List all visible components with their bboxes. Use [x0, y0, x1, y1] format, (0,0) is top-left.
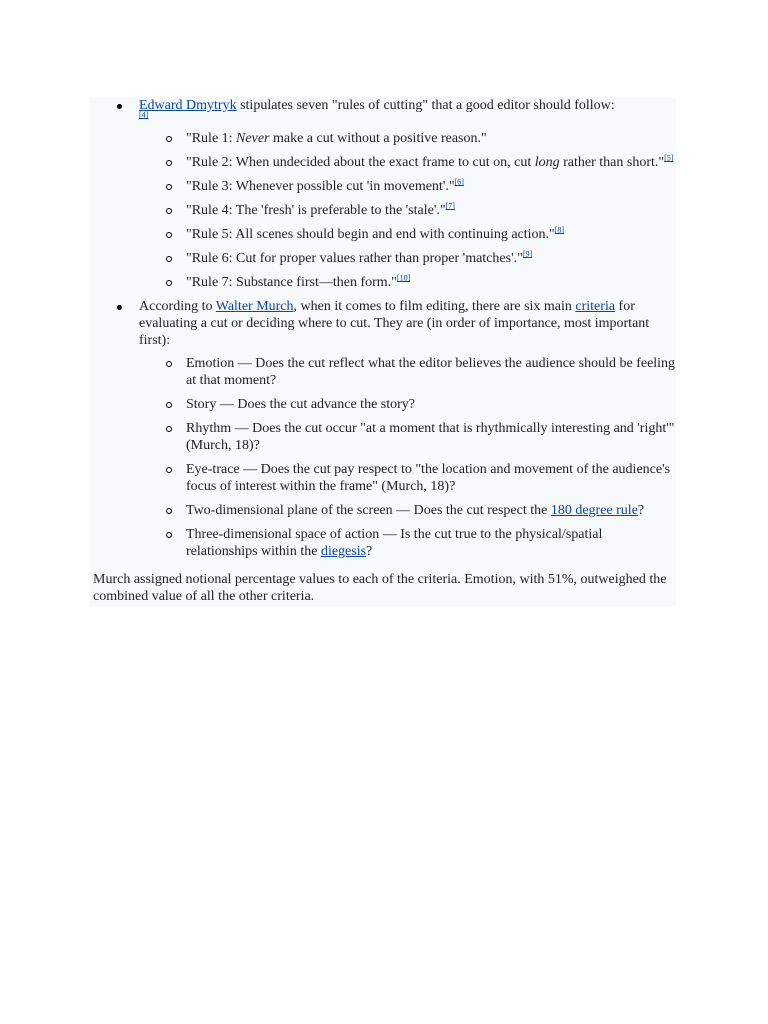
- bullet-circle-icon: [166, 508, 172, 514]
- murch-post: for evaluating a cut or deciding where to cut. They are (in order of importance, most important first):: [139, 299, 650, 348]
- criterion-item: [139, 420, 676, 454]
- criteria-list: [139, 355, 676, 560]
- rule-pre: "Rule 5: All scenes should begin and end with continuing action.": [186, 227, 555, 242]
- outer-bullet-list: [90, 97, 676, 560]
- murch-pre: According to: [139, 299, 216, 314]
- rule-item: [139, 202, 676, 219]
- ref-4[interactable]: [139, 110, 148, 119]
- rule-post: make a cut without a positive reason.": [269, 131, 487, 146]
- ref-5-link[interactable]: [5]: [664, 153, 674, 163]
- ref-9-link[interactable]: [9]: [522, 249, 533, 259]
- rule-item: [139, 226, 676, 243]
- link-walter-murch[interactable]: Walter Murch: [215, 299, 294, 314]
- murch-mid: , when it comes to film editing, there are six main: [293, 299, 576, 314]
- bullet-circle-icon: [166, 184, 172, 190]
- rule-pre: "Rule 4: The 'fresh' is preferable to the 'stale'.": [186, 203, 446, 218]
- ref-10[interactable]: [397, 273, 410, 282]
- ref-9[interactable]: [523, 249, 532, 258]
- ref-10-link[interactable]: [10]: [396, 273, 411, 283]
- ref-5[interactable]: [664, 153, 673, 162]
- bullet-circle-icon: [166, 426, 172, 432]
- rule-item: [139, 130, 676, 147]
- criterion-text: Three-dimensional space of action — Is the cut true to the physical/spatial relationships within the: [186, 527, 603, 559]
- criterion-after: ?: [366, 544, 373, 559]
- bullet-circle-icon: [166, 361, 172, 367]
- rule-item: [139, 178, 676, 195]
- ref-8-link[interactable]: [8]: [554, 225, 565, 235]
- criterion-after: ?: [637, 503, 645, 518]
- bullet-circle-icon: [166, 280, 172, 286]
- criterion-text: Two-dimensional plane of the screen — Does the cut respect the: [186, 503, 551, 518]
- criterion-text: Rhythm — Does the cut occur "at a moment that is rhythmically interesting and 'right'" (Murch, 18)?: [186, 421, 675, 453]
- link-diegesis[interactable]: diegesis: [320, 544, 367, 559]
- rule-pre: "Rule 2: When undecided about the exact frame to cut on, cut: [186, 155, 535, 170]
- list-item-dmytryk: [90, 97, 676, 291]
- rule-pre: "Rule 3: Whenever possible cut 'in movement'.": [186, 179, 455, 194]
- criterion-item: [139, 526, 676, 560]
- rule-item: [139, 274, 676, 291]
- ref-4-link[interactable]: [4]: [139, 110, 149, 120]
- bullet-circle-icon: [166, 532, 172, 538]
- article-content: [90, 97, 676, 607]
- rules-list: [139, 130, 676, 291]
- bullet-circle-icon: [166, 160, 172, 166]
- bullet-circle-icon: [166, 256, 172, 262]
- criterion-text: Emotion — Does the cut reflect what the editor believes the audience should be feeling at that moment?: [186, 356, 676, 388]
- criterion-item: [139, 396, 676, 413]
- ref-7[interactable]: [446, 201, 455, 210]
- criterion-item: [139, 355, 676, 389]
- ref-7-link[interactable]: [7]: [445, 201, 455, 211]
- criterion-text: Story — Does the cut advance the story?: [186, 397, 415, 412]
- rule-pre: "Rule 1:: [186, 131, 237, 146]
- rule-pre: "Rule 7: Substance first—then form.": [186, 275, 397, 290]
- rule-item: [139, 250, 676, 267]
- rule-item: [139, 154, 676, 171]
- bullet-circle-icon: [166, 136, 172, 142]
- bullet-circle-icon: [166, 467, 172, 473]
- ref-6[interactable]: [455, 177, 464, 186]
- rule-pre: "Rule 6: Cut for proper values rather than proper 'matches'.": [186, 251, 523, 266]
- bullet-circle-icon: [166, 402, 172, 408]
- ref-8[interactable]: [555, 225, 564, 234]
- link-180-degree-rule[interactable]: 180 degree rule: [550, 503, 638, 518]
- criterion-text: Eye-trace — Does the cut pay respect to "the location and movement of the audience's focus of interest within the frame" (Murch, 18)?: [186, 462, 671, 494]
- link-edward-dmytryk[interactable]: Edward Dmytryk: [139, 98, 237, 113]
- link-criteria[interactable]: criteria: [575, 299, 616, 314]
- rule-emphasis: long: [534, 155, 560, 170]
- bullet-disc-icon: [117, 305, 122, 310]
- rule-post: rather than short.": [559, 155, 665, 170]
- closing-paragraph: Murch assigned notional percentage values to each of the criteria. Emotion, with 51%, outweighed the combined value of all the other criteria.: [93, 572, 667, 604]
- dmytryk-intro-text: stipulates seven "rules of cutting" that a good editor should follow:: [236, 98, 615, 113]
- bullet-circle-icon: [166, 232, 172, 238]
- bullet-disc-icon: [117, 104, 122, 109]
- rule-emphasis: Never: [236, 131, 270, 146]
- criterion-item: [139, 502, 676, 519]
- list-item-murch: [90, 298, 676, 560]
- ref-6-link[interactable]: [6]: [454, 177, 464, 187]
- criterion-item: [139, 461, 676, 495]
- bullet-circle-icon: [166, 208, 172, 214]
